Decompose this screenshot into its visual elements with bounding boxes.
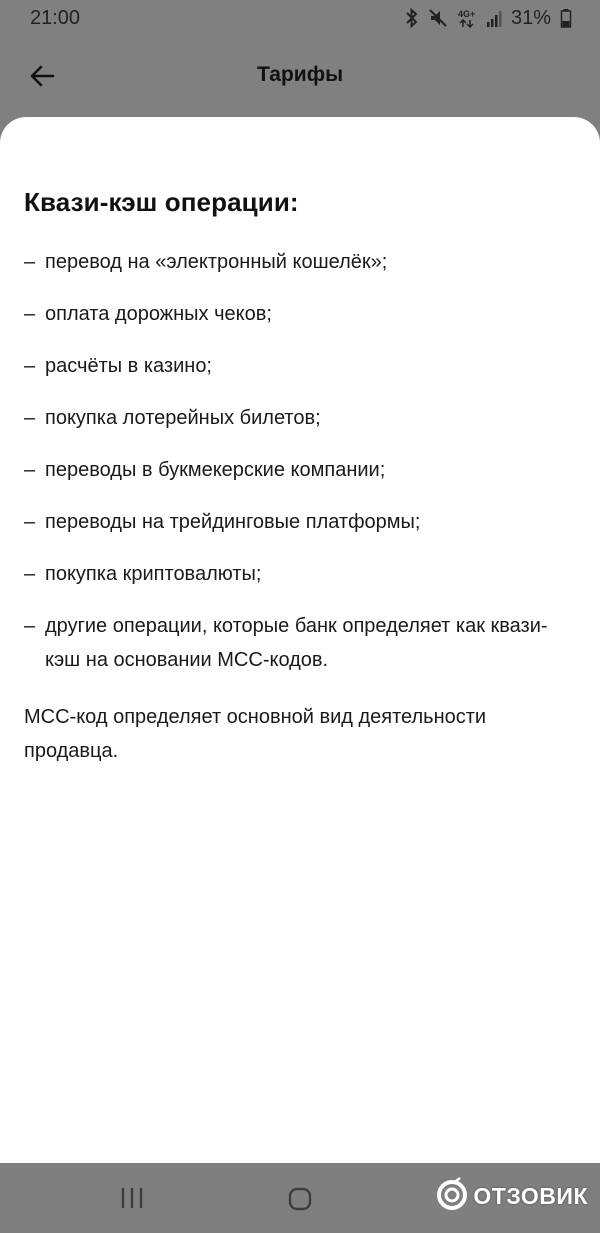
list-item: [24, 505, 576, 539]
list-dash: –: [24, 303, 36, 325]
signal-icon: [486, 8, 502, 28]
bluetooth-icon: [405, 8, 419, 28]
info-sheet: [0, 117, 600, 1163]
list-item-text: перевод на «электронный кошелёк»;: [45, 251, 388, 273]
page-title: Тарифы: [256, 63, 344, 86]
status-bar: [0, 0, 600, 38]
watermark: [435, 1176, 588, 1216]
list-item: [24, 349, 576, 383]
operations-list: [24, 245, 576, 695]
home-icon[interactable]: [288, 1187, 312, 1216]
list-item-text: переводы на трейдинговые платформы;: [45, 511, 421, 533]
list-dash: –: [24, 407, 36, 429]
watermark-text: ОТЗОВИК: [473, 1182, 588, 1209]
sheet-title: Квази-кэш операции:: [24, 187, 299, 217]
otzovik-logo-icon: [435, 1177, 469, 1216]
list-item: [24, 609, 576, 677]
list-item: [24, 245, 576, 279]
list-item: [24, 557, 576, 591]
network-label: 4G+: [457, 9, 476, 19]
list-item-text: другие операции, которые банк определяет как квази-кэш на основании МСС-кодов.: [45, 615, 548, 671]
list-item-text: покупка лотерейных билетов;: [45, 407, 321, 429]
list-dash: –: [24, 355, 36, 377]
list-dash: –: [24, 563, 36, 585]
list-dash: –: [24, 459, 36, 481]
list-dash: –: [24, 511, 36, 533]
list-item-text: оплата дорожных чеков;: [45, 303, 272, 325]
list-item: [24, 297, 576, 331]
list-item-text: переводы в букмекерские компании;: [45, 459, 386, 481]
battery-percent: 31%: [510, 6, 551, 29]
battery-icon: [560, 8, 572, 28]
recents-icon[interactable]: [120, 1187, 144, 1214]
mute-icon: [428, 8, 448, 28]
mcc-note: МСС-код определяет основной вид деятельности продавца.: [24, 706, 487, 762]
network-4g-icon: [457, 8, 477, 28]
list-item-text: покупка криптовалюты;: [45, 563, 262, 585]
list-item: [24, 401, 576, 435]
list-item: [24, 453, 576, 487]
list-item-text: расчёты в казино;: [45, 355, 212, 377]
app-header: [0, 38, 600, 118]
status-icons: [405, 6, 572, 30]
list-dash: –: [24, 615, 36, 637]
status-time: 21:00: [30, 7, 81, 29]
list-dash: –: [24, 251, 36, 273]
